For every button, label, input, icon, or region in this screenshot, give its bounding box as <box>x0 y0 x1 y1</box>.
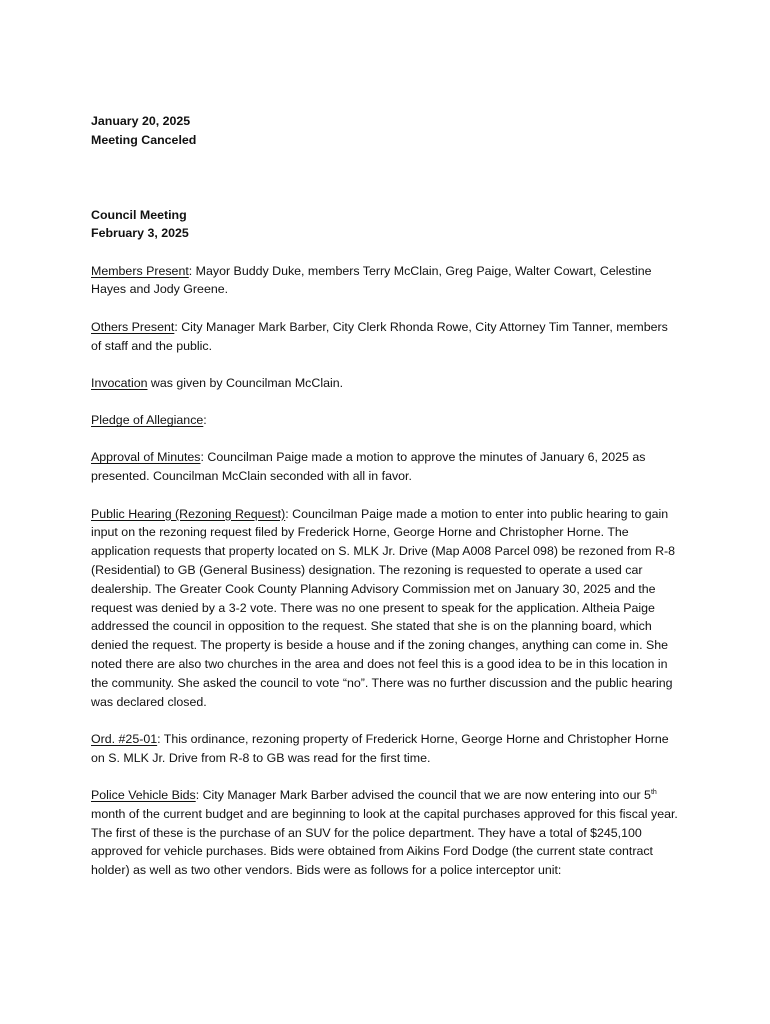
invocation-text: was given by Councilman McClain. <box>147 375 344 390</box>
meeting-title: Council Meeting <box>91 207 187 222</box>
spacer <box>91 243 681 262</box>
spacer <box>91 393 681 412</box>
police-bids-text-b: month of the current budget and are beginning to look at the capital purchases approved for this fiscal year. The first of these is the purchase of an SUV for the police department. They have a total of $245,100 approved for vehicle purchases. Bids were obtained from Aikins Ford Dodge (the current state contract holder) as well as two other vendors. Bids were as follows for a police interceptor unit: <box>91 806 678 878</box>
members-present-text: : Mayor Buddy Duke, members Terry McClain, Greg Paige, Walter Cowart, Celestine Hayes and Jody Greene. <box>91 263 652 297</box>
public-hearing-text: : Councilman Paige made a motion to enter into public hearing to gain input on the rezoning request filed by Frederick Horne, George Horne and Christopher Horne. The application requests that property located on S. MLK Jr. Drive (Map A008 Parcel 098) be rezoned from R-8 (Residential) to GB (General Business) designation. The rezoning is requested to operate a used car dealership. The Greater Cook County Planning Advisory Commission met on January 30, 2025 and the request was denied by a 3-2 vote. There was no one present to speak for the application. Altheia Paige addressed the council in opposition to the request. She stated that she is on the planning board, which denied the request. The property is beside a house and if the zoning changes, anything can come in. She noted there are also two churches in the area and does not feel this is a good idea to be in this location in the community. She asked the council to vote “no”. There was no further discussion and the public hearing was declared closed. <box>91 506 676 709</box>
approval-paragraph <box>91 448 681 486</box>
ordinance-text: : This ordinance, rezoning property of Frederick Horne, George Horne and Christopher Horne on S. MLK Jr. Drive from R-8 to GB was read for the first time. <box>91 731 669 765</box>
meeting-date: February 3, 2025 <box>91 226 189 241</box>
approval-text: : Councilman Paige made a motion to approve the minutes of January 6, 2025 as presented. Councilman McClain seconded with all in favor. <box>91 450 646 484</box>
pledge-paragraph <box>91 411 681 430</box>
others-present-label: Others Present <box>91 319 175 334</box>
others-present-paragraph <box>91 318 681 356</box>
invocation-paragraph <box>91 374 681 393</box>
spacer <box>91 299 681 318</box>
spacer <box>91 430 681 449</box>
public-hearing-label: Public Hearing (Rezoning Request) <box>91 506 286 521</box>
spacer <box>91 150 681 206</box>
spacer <box>91 767 681 786</box>
canceled-meeting-date: January 20, 2025 <box>91 114 191 128</box>
approval-label: Approval of Minutes <box>91 450 201 465</box>
others-present-text: : City Manager Mark Barber, City Clerk Rhonda Rowe, City Attorney Tim Tanner, members of staff and the public. <box>91 319 668 353</box>
ordinance-label: Ord. #25-01 <box>91 731 158 746</box>
public-hearing-paragraph <box>91 505 681 712</box>
pledge-text: : <box>203 413 207 428</box>
police-bids-paragraph <box>91 786 681 880</box>
ordinal-suffix: th <box>650 788 657 796</box>
canceled-meeting-status: Meeting Canceled <box>91 132 197 147</box>
ordinance-paragraph <box>91 730 681 768</box>
spacer <box>91 355 681 374</box>
spacer <box>91 486 681 505</box>
police-bids-text-a: : City Manager Mark Barber advised the council that we are now entering into our 5 <box>195 787 651 802</box>
invocation-label: Invocation <box>91 375 148 390</box>
police-bids-label: Police Vehicle Bids <box>91 787 196 802</box>
pledge-label: Pledge of Allegiance <box>91 413 204 428</box>
members-present-label: Members Present <box>91 263 189 278</box>
document-page <box>91 112 681 880</box>
spacer <box>91 711 681 730</box>
members-present-paragraph <box>91 262 681 300</box>
